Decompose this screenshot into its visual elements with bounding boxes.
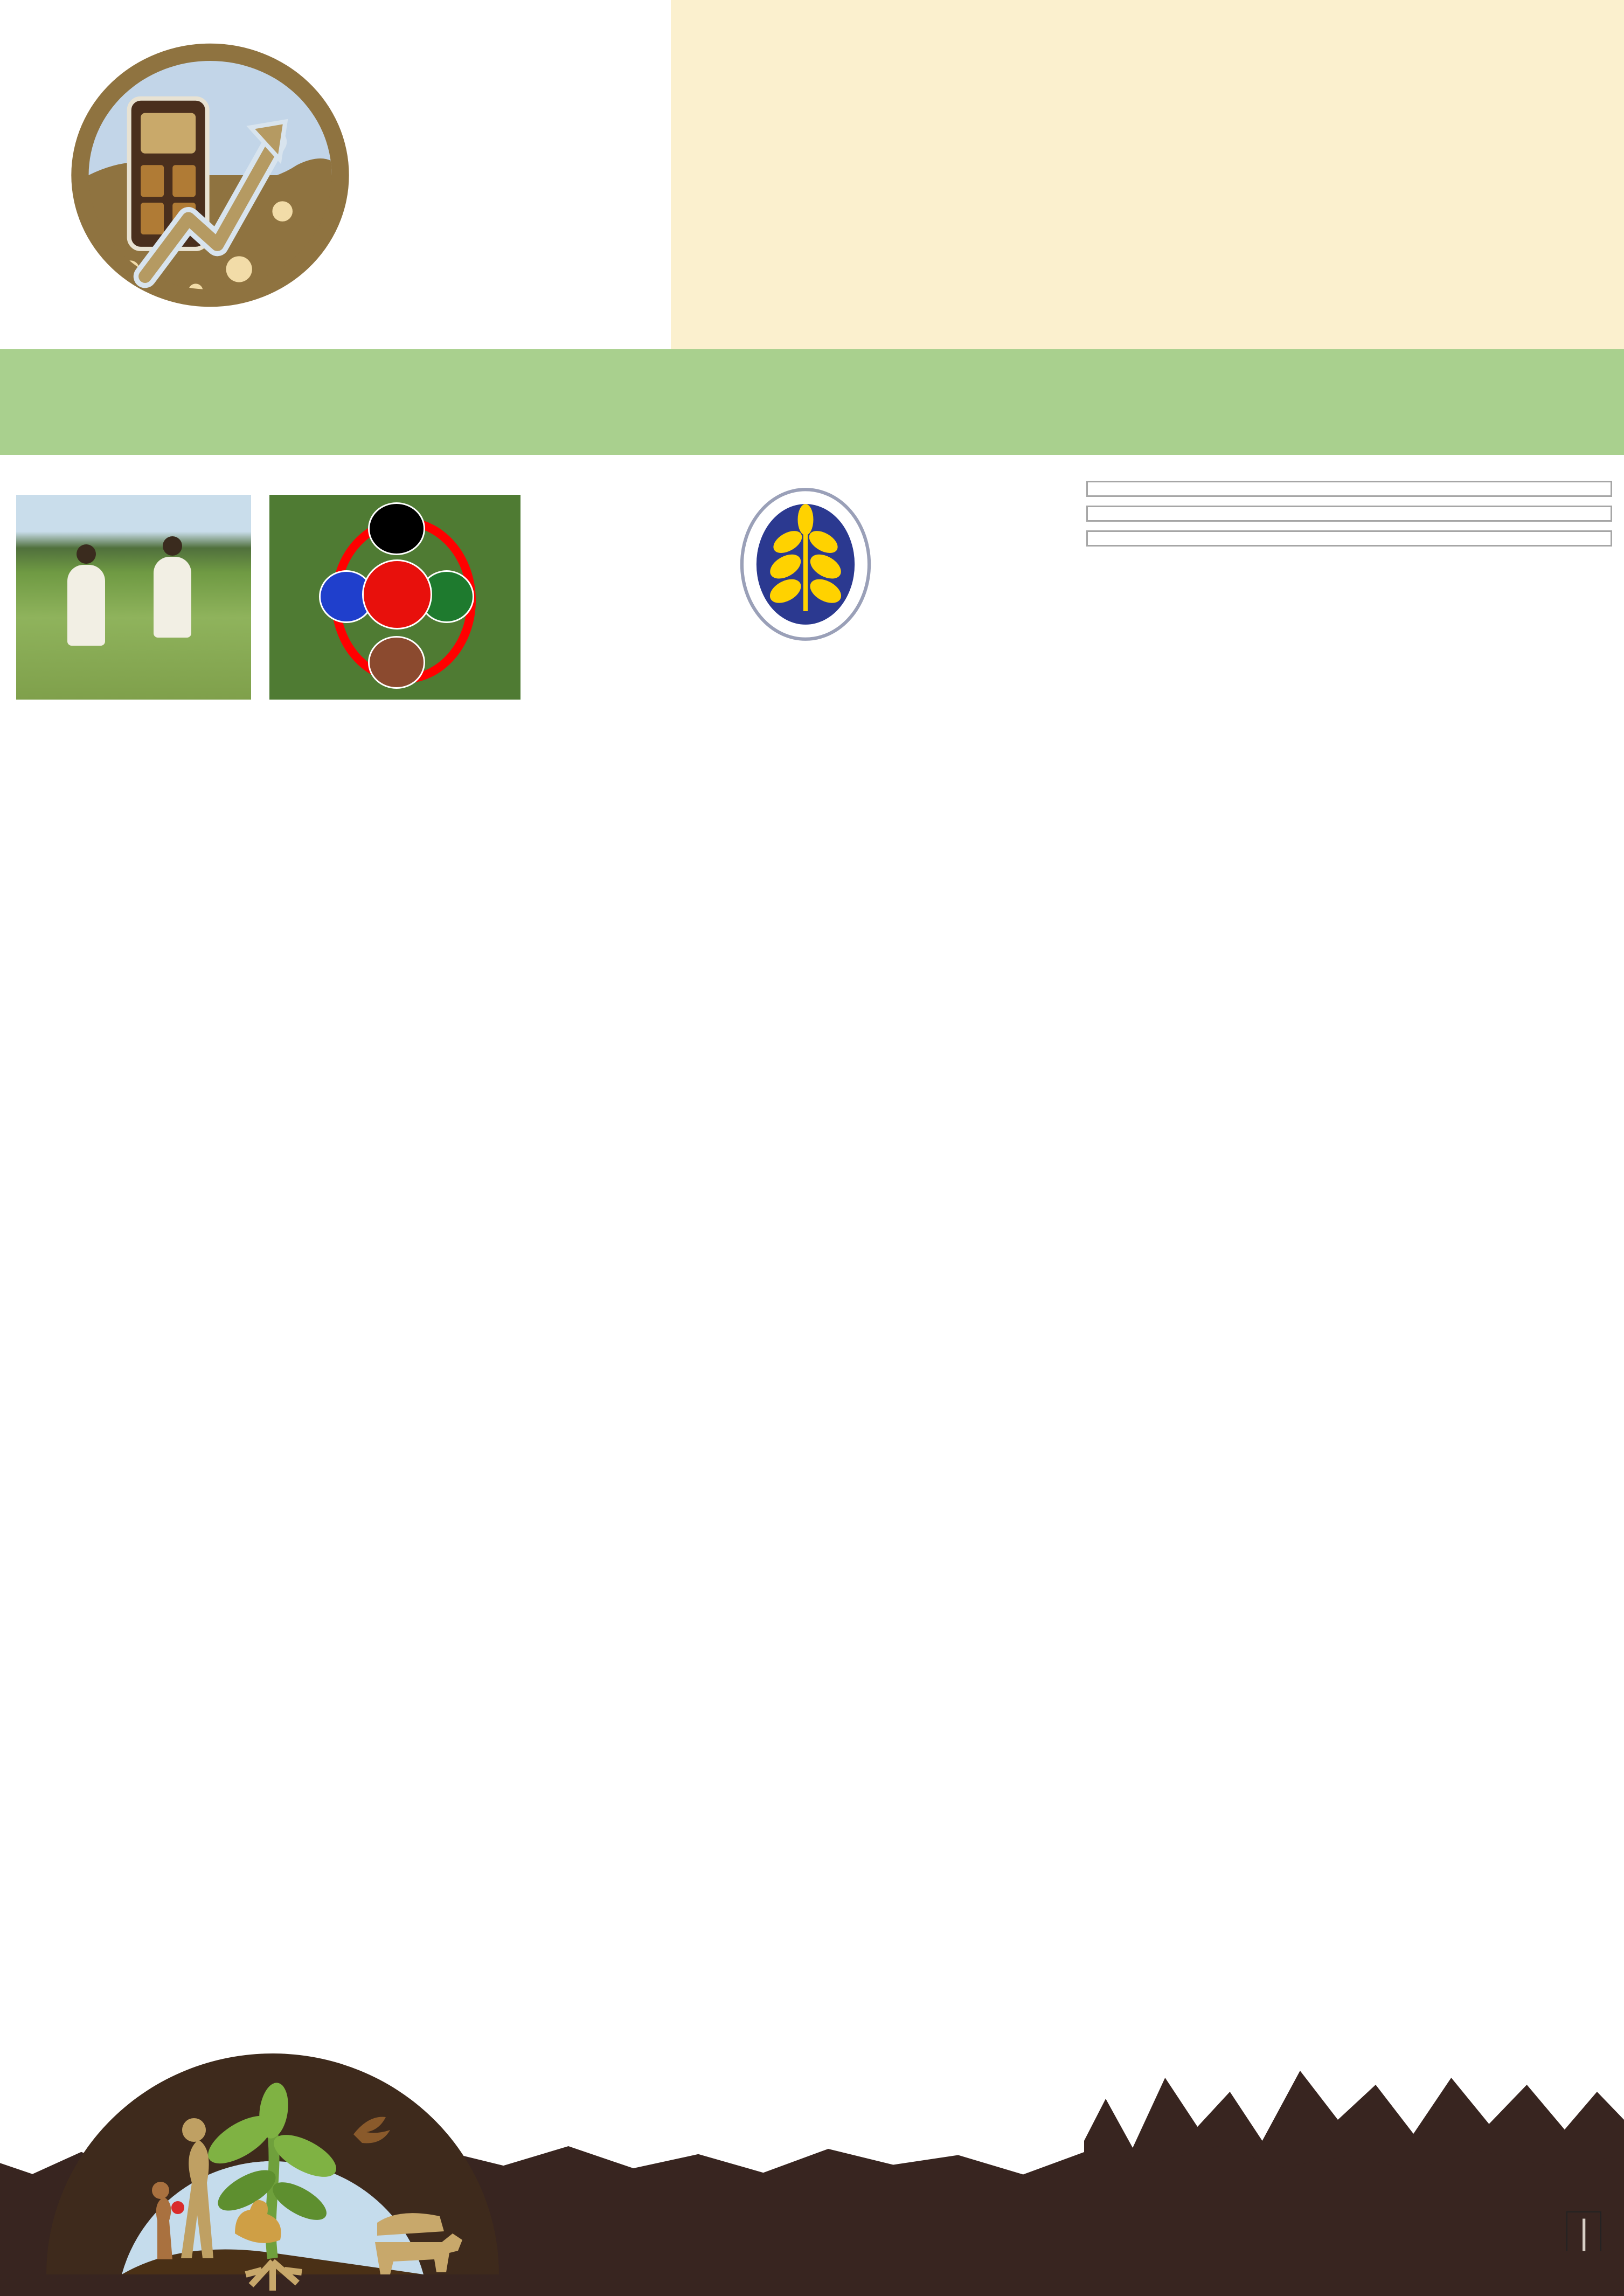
4rs-node-source bbox=[368, 502, 425, 555]
farmer-figure bbox=[154, 557, 191, 638]
4rs-diagram bbox=[269, 495, 520, 700]
media-row bbox=[16, 495, 536, 700]
theme1-soil-logo-icon bbox=[65, 38, 356, 313]
footer-divider: | bbox=[1566, 2211, 1601, 2251]
figure1-chart bbox=[1086, 481, 1612, 497]
figure2-chart bbox=[1086, 506, 1612, 522]
field-photo bbox=[16, 495, 251, 700]
university-seal-icon bbox=[738, 486, 873, 642]
4rs-node-center bbox=[362, 559, 432, 630]
theme-text bbox=[377, 70, 668, 78]
poster-title bbox=[671, 0, 1624, 14]
farmer-figure bbox=[67, 565, 105, 646]
soil-nutrition-illustration bbox=[30, 1951, 515, 2296]
footer-text bbox=[1566, 2212, 1601, 2252]
4rs-node-place bbox=[368, 636, 425, 689]
header-title-block bbox=[671, 0, 1624, 349]
header-theme-block bbox=[0, 0, 671, 349]
column-abstract bbox=[16, 468, 536, 700]
university-block bbox=[551, 486, 1074, 642]
author-bar bbox=[0, 349, 1624, 455]
column-results bbox=[1086, 468, 1612, 571]
figure3-chart bbox=[1086, 530, 1612, 547]
column-methodology bbox=[551, 468, 1074, 642]
